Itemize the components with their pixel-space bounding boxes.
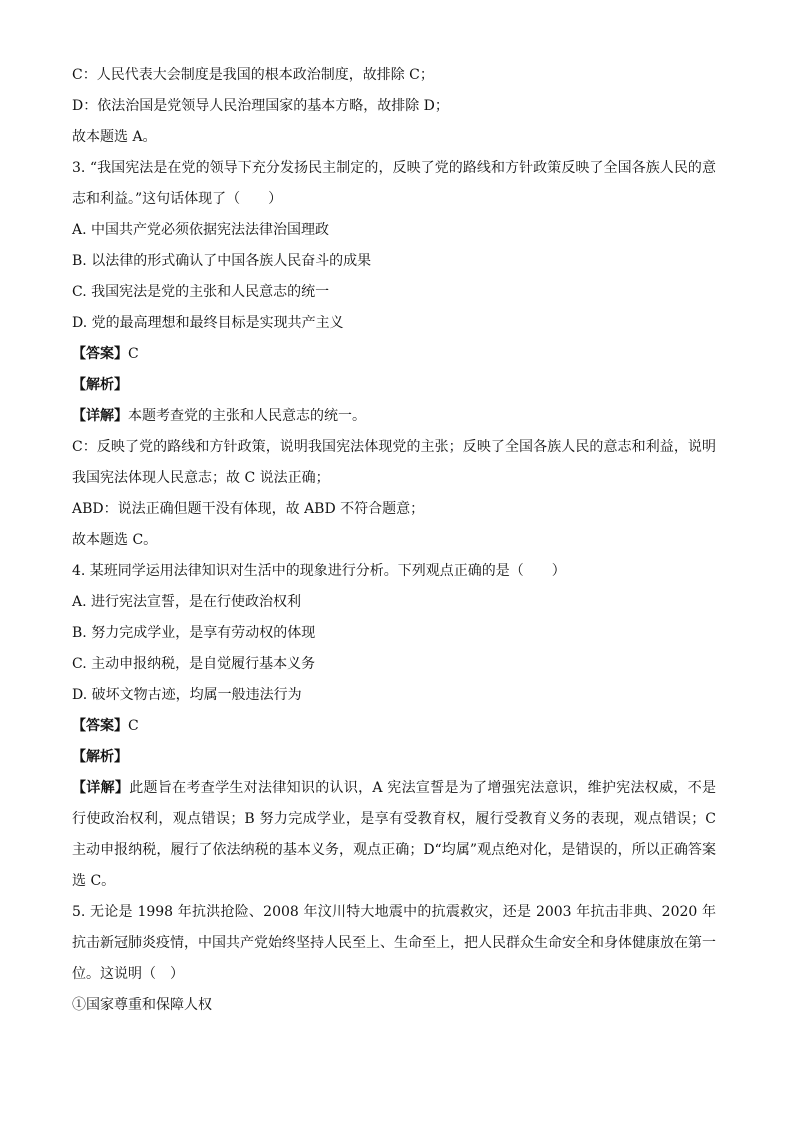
q5-stem: 5. 无论是 1998 年抗洪抢险、2008 年汶川特大地震中的抗震救灾，还是 2003 年抗击非典、2020 年抗击新冠肺炎疫情，中国共产党始终坚持人民至上、生命至上，把人民群众生命安全和身体健康放在第一位。这说明（ ）	[72, 904, 716, 982]
q2-conclusion: 故本题选 A。	[72, 129, 157, 145]
q4-option-c: C. 主动申报纳税，是自觉履行基本义务	[72, 656, 316, 672]
detail-text: 此题旨在考查学生对法律知识的认识，A 宪法宣誓是为了增强宪法意识，维护宪法权威，不是行使政治权利，观点错误；B 努力完成学业，是享有受教育权，履行受教育义务的表现，观点错误；C 主动申报纳税，履行了依法纳税的基本义务，观点正确；D“均属”观点绝对化，是错误的，所以正确答案选 C。	[72, 780, 717, 889]
q4-answer	[72, 711, 722, 742]
document-page	[72, 60, 722, 1021]
q3-analysis-tag	[72, 370, 722, 401]
detail-tag: 【详解】	[72, 408, 128, 424]
analysis-tag: 【解析】	[72, 749, 128, 765]
answer-value: C	[128, 718, 139, 734]
q4-option-b: B. 努力完成学业，是享有劳动权的体现	[72, 625, 316, 641]
q4-option-d: D. 破坏文物古迹，均属一般违法行为	[72, 687, 302, 703]
q4-stem: 4. 某班同学运用法律知识对生活中的现象进行分析。下列观点正确的是（ ）	[72, 563, 566, 579]
q4-option-a: A. 进行宪法宣誓，是在行使政治权利	[72, 594, 302, 610]
q3-option-b: B. 以法律的形式确认了中国各族人民奋斗的成果	[72, 253, 372, 269]
q3-option-c: C. 我国宪法是党的主张和人民意志的统一	[72, 284, 330, 300]
q3-c-explanation: C：反映了党的路线和方针政策，说明我国宪法体现党的主张；反映了全国各族人民的意志和利益，说明我国宪法体现人民意志；故 C 说法正确；	[72, 439, 716, 486]
q3-option-a: A. 中国共产党必须依据宪法法律治国理政	[72, 222, 330, 238]
detail-text: 本题考查党的主张和人民意志的统一。	[128, 408, 366, 424]
q5-item-1: ①国家尊重和保障人权	[72, 997, 212, 1013]
answer-tag: 【答案】	[72, 718, 128, 734]
q3-answer	[72, 339, 722, 370]
analysis-tag: 【解析】	[72, 377, 128, 393]
answer-value: C	[128, 346, 139, 362]
q3-detail	[72, 401, 722, 432]
q3-stem: 3. “我国宪法是在党的领导下充分发扬民主制定的，反映了党的路线和方针政策反映了全国各族人民的意志和利益。”这句话体现了（ ）	[72, 160, 716, 207]
q2-option-c-explanation: C：人民代表大会制度是我国的根本政治制度，故排除 C；	[72, 67, 434, 83]
q3-abd-explanation: ABD：说法正确但题干没有体现，故 ABD 不符合题意；	[72, 501, 425, 517]
q3-option-d: D. 党的最高理想和最终目标是实现共产主义	[72, 315, 344, 331]
q3-conclusion: 故本题选 C。	[72, 532, 158, 548]
q4-detail	[72, 773, 716, 897]
q2-option-d-explanation: D：依法治国是党领导人民治理国家的基本方略，故排除 D；	[72, 98, 449, 114]
q4-analysis-tag	[72, 742, 722, 773]
detail-tag: 【详解】	[72, 780, 130, 796]
answer-tag: 【答案】	[72, 346, 128, 362]
